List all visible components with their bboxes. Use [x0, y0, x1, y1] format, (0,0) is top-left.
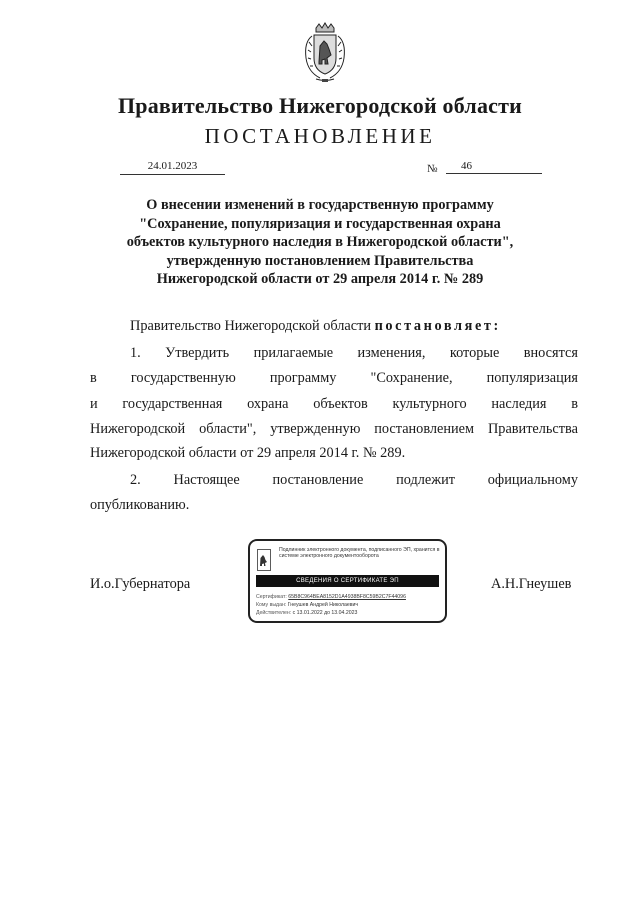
signatory-position: И.о.Губернатора: [90, 576, 191, 592]
paragraph-1-line-5: Нижегородской области от 29 апреля 2014 г. № 289.: [90, 445, 406, 461]
word: программу: [269, 370, 337, 386]
subject-line: Нижегородской области от 29 апреля 2014 г. № 289: [156, 271, 484, 288]
word: вносятся: [523, 345, 578, 361]
coat-of-arms-emblem: [300, 22, 350, 84]
paragraph-1-line-4: [90, 421, 578, 438]
word: культурного: [392, 396, 467, 412]
document-number: 46: [446, 160, 542, 174]
word: прилагаемые: [253, 345, 334, 361]
word: официальному: [487, 472, 578, 488]
document-subject: [90, 196, 550, 289]
word: объектов: [313, 396, 368, 412]
certificate-label: Сертификат:: [256, 594, 287, 600]
word: государственная: [122, 396, 223, 412]
stamp-validity-row: [256, 610, 357, 616]
word: популяризация: [486, 370, 578, 386]
word: подлежит: [396, 472, 455, 488]
word: 2.: [130, 472, 141, 488]
document-type: ПОСТАНОВЛЕНИЕ: [204, 124, 436, 148]
word: и: [90, 396, 98, 412]
word: Правительства: [487, 421, 578, 437]
government-title: Правительство Нижегородской области: [117, 93, 522, 118]
validity-value: с 13.01.2022 до 13.04.2023: [292, 610, 358, 616]
word: области",: [199, 421, 257, 437]
word: Настоящее: [173, 472, 240, 488]
word: государственную: [130, 370, 236, 386]
validity-label: Действителен:: [256, 610, 292, 616]
subject-line: О внесении изменений в государственную программу: [146, 197, 494, 213]
word: наследия: [491, 396, 547, 412]
stamp-caption: Подлинник электронного документа, подписанного ЭП, хранится в системе электронного документооборота: [279, 547, 440, 560]
stamp-band: СВЕДЕНИЯ О СЕРТИФИКАТЕ ЭП: [256, 575, 439, 587]
word: постановление: [272, 472, 364, 488]
preamble-text: Правительство Нижегородской области: [130, 318, 371, 334]
word: изменения,: [357, 345, 426, 361]
document-date: 24.01.2023: [120, 160, 225, 175]
number-sign: №: [427, 163, 438, 175]
word: Нижегородской: [90, 421, 186, 437]
deer-logo-icon: [257, 549, 271, 571]
paragraph-1-line-3: [90, 396, 578, 413]
paragraph-1-line-2: [90, 370, 578, 387]
word: "Сохранение,: [370, 370, 453, 386]
subject-line: "Сохранение, популяризация и государственная охрана: [139, 215, 501, 232]
stamp-issued-to-row: [256, 602, 358, 608]
electronic-signature-stamp: [248, 539, 447, 623]
word: охрана: [247, 396, 289, 412]
issued-to-value: Гнеушев Андрей Николаевич: [287, 602, 359, 608]
preamble-action: постановляет:: [374, 318, 501, 334]
subject-line: утвержденную постановлением Правительства: [166, 252, 474, 269]
signatory-name: А.Н.Гнеушев: [491, 576, 572, 592]
certificate-value: 65B8C964BEA8152D1A4938BF8C59B2C7F44096: [288, 594, 406, 600]
word: Утвердить: [165, 345, 230, 361]
word: утвержденную: [270, 421, 361, 437]
paragraph-2-line-1: [130, 472, 578, 489]
issued-to-label: Кому выдан:: [256, 602, 287, 608]
paragraph-2-line-2: опубликованию.: [90, 497, 190, 513]
paragraph-1-line-1: [130, 345, 578, 362]
word: постановлением: [374, 421, 475, 437]
preamble: [130, 318, 501, 335]
word: которые: [449, 345, 500, 361]
word: в: [90, 370, 97, 386]
subject-line: объектов культурного наследия в Нижегородской области",: [126, 234, 514, 251]
word: 1.: [130, 345, 141, 361]
word: в: [571, 396, 578, 412]
stamp-certificate-row: [256, 594, 406, 600]
